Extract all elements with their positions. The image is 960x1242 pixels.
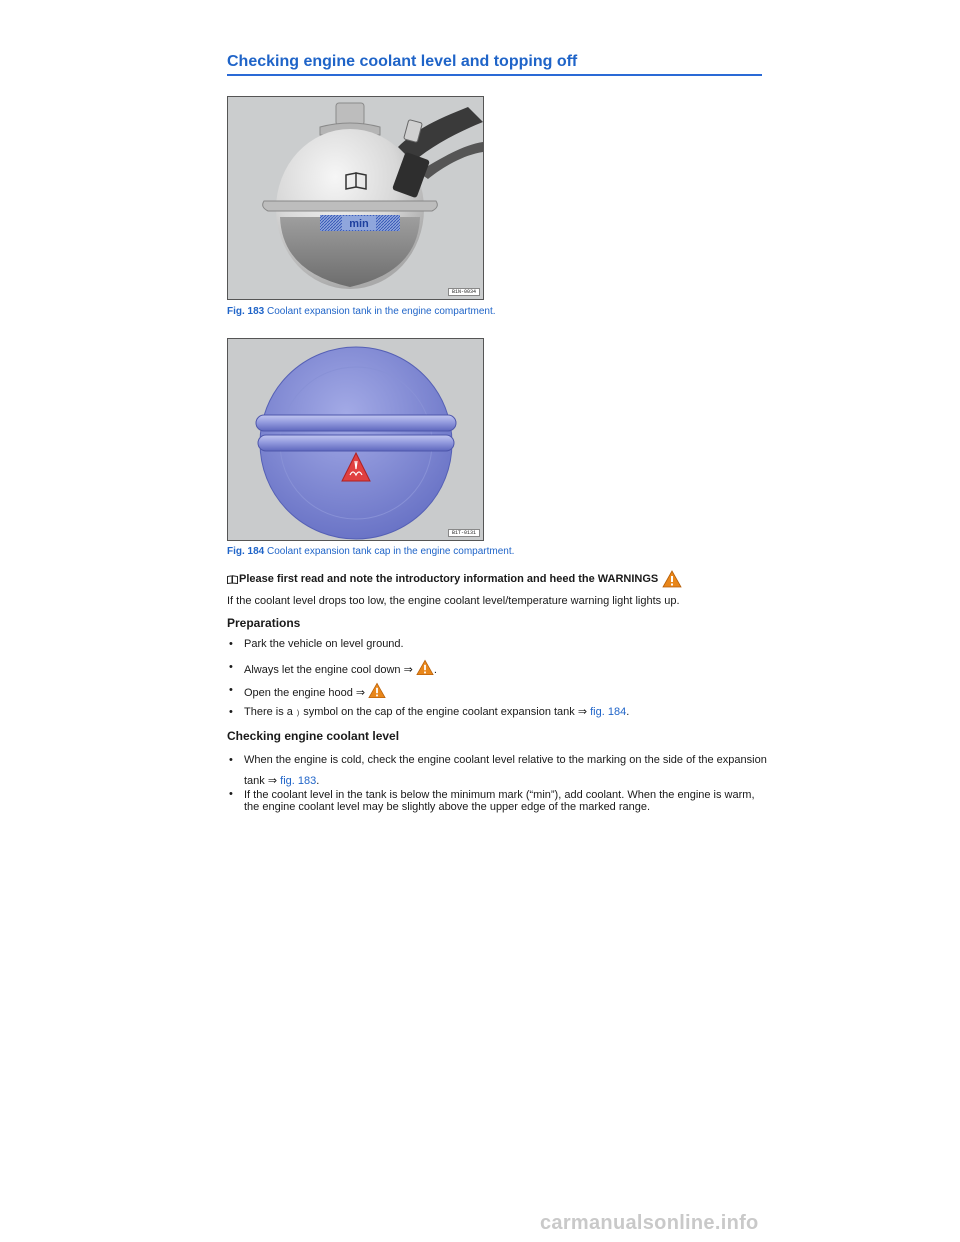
caption-number: Fig. 183 [227,306,265,317]
book-icon [227,575,238,584]
preparations-heading: Preparations [227,616,301,630]
bullet-icon: • [229,754,233,766]
intro-lead [227,570,682,588]
figure-coolant-tank [227,96,484,300]
intro-text: If the coolant level drops too low, the engine coolant level/temperature warning light lights up. [227,595,680,607]
fig-184-link[interactable]: fig. 184 [590,706,627,718]
list-item-end: . [433,664,437,676]
bullet-icon: • [229,788,233,800]
list-item-text: There is a [244,706,293,718]
site-watermark: carmanualsonline.info [540,1212,759,1234]
checking-heading: Checking engine coolant level [227,729,400,743]
fig-183-link[interactable]: fig. 183 [280,775,317,787]
tank-cap-illustration [228,339,483,540]
list-item [227,704,767,722]
figure-183-caption [227,306,496,317]
bullet-icon: • [229,706,233,718]
list-item [227,750,767,792]
coolant-symbol-icon: ) [296,710,300,717]
image-code: B1N-0034 [448,288,480,296]
list-item [227,789,767,813]
list-item [227,636,767,653]
list-item-end: . [316,775,320,787]
list-item [227,659,767,679]
warning-icon [662,570,682,588]
bullet-icon: • [229,638,233,650]
image-code: B1T-0131 [448,529,480,537]
list-item-text: If the coolant level in the tank is below the minimum mark (“min”), add coolant. When the engine is warm, the engine coolant level may be slightly above the upper edge of the marked range. [244,789,755,813]
list-item-text: Park the vehicle on level ground. [244,638,404,650]
warning-icon[interactable] [368,682,386,699]
list-item-text: symbol on the cap of the engine coolant expansion tank ⇒ [303,706,588,718]
intro-lead-text: Please first read and note the introductory information and heed the WARNINGS [239,573,659,585]
caption-text: Coolant expansion tank cap in the engine compartment. [264,546,515,557]
bullet-icon: • [229,661,233,673]
caption-number: Fig. 184 [227,546,265,557]
min-mark-label: min [349,218,369,230]
coolant-tank-illustration [228,97,483,299]
caption-text: Coolant expansion tank in the engine compartment. [264,306,496,317]
list-item-end: . [626,706,630,718]
bullet-icon: • [229,684,233,696]
figure-tank-cap [227,338,484,541]
page-title: Checking engine coolant level and topping off [227,53,762,76]
list-item-text: When the engine is cold, check the engine coolant level relative to the marking on the side of the expansion tank ⇒ [244,754,767,787]
figure-184-caption [227,546,514,557]
list-item-text: Always let the engine cool down ⇒ [244,664,413,676]
list-item-text: Open the engine hood ⇒ [244,687,366,699]
warning-icon[interactable] [416,659,434,676]
list-item [227,682,767,702]
